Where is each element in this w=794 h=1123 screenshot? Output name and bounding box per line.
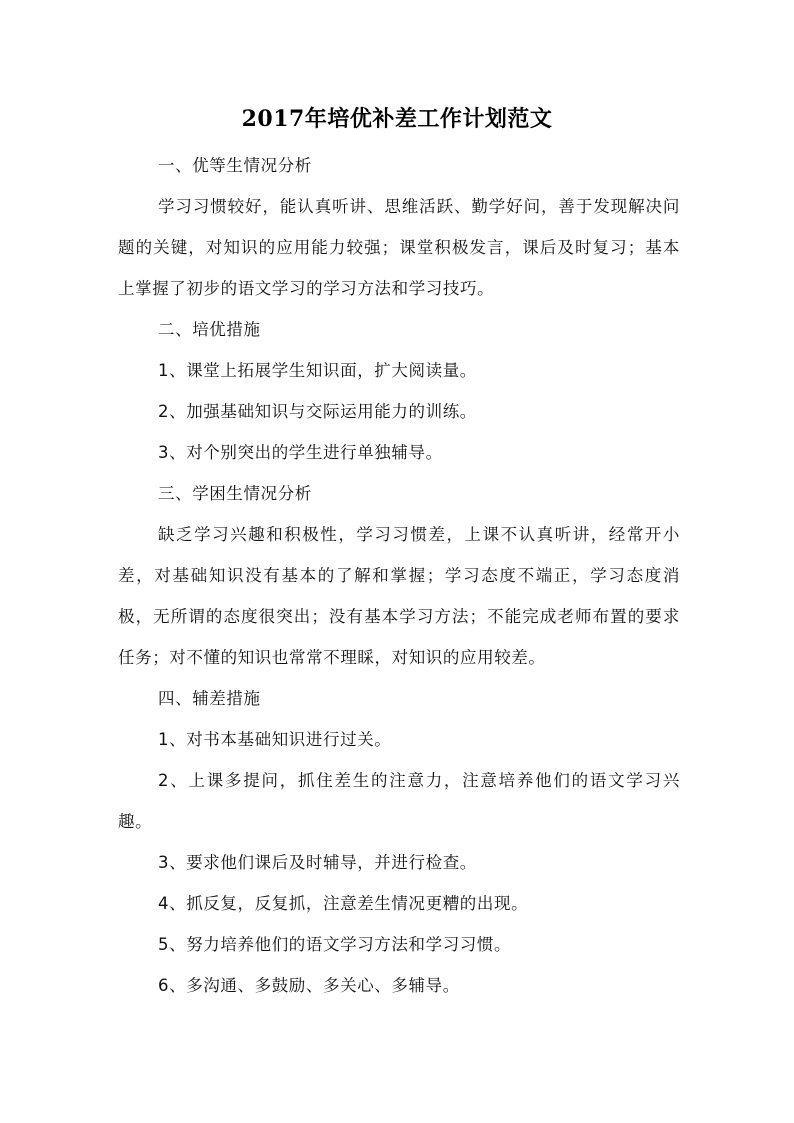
list-item-remedial-5: 5、努力培养他们的语文学习方法和学习习惯。 xyxy=(158,935,512,954)
list-item-advance-3: 3、对个别突出的学生进行单独辅导。 xyxy=(158,443,443,462)
section-heading-1: 一、优等生情况分析 xyxy=(158,156,312,175)
list-item-remedial-1: 1、对书本基础知识进行过关。 xyxy=(158,730,392,749)
list-item-remedial-6: 6、多沟通、多鼓励、多关心、多辅导。 xyxy=(158,976,460,995)
paragraph-struggling-students-analysis: 缺乏学习兴趣和积极性，学习习惯差，上课不认真听讲，经常开小差，对基础知识没有基本的了解和掌握；学习态度不端正，学习态度消极，无所谓的态度很突出；没有基本学习方法；不能完成老师布置的要求任务；对不懂的知识也常常不理睬，对知识的应用较差。 xyxy=(118,525,680,667)
section-heading-3: 三、学困生情况分析 xyxy=(158,484,312,503)
document-title: 2017年培优补差工作计划范文 xyxy=(241,106,553,132)
list-item-advance-2: 2、加强基础知识与交际运用能力的训练。 xyxy=(158,402,477,421)
section-heading-4: 四、辅差措施 xyxy=(158,689,261,708)
list-item-remedial-4: 4、抓反复，反复抓，注意差生情况更糟的出现。 xyxy=(158,894,529,913)
list-item-remedial-2: 2、上课多提问，抓住差生的注意力，注意培养他们的语文学习兴趣。 xyxy=(118,771,680,831)
list-item-advance-1: 1、课堂上拓展学生知识面，扩大阅读量。 xyxy=(158,361,477,380)
paragraph-top-students-analysis: 学习习惯较好，能认真听讲、思维活跃、勤学好问，善于发现解决问题的关键，对知识的应用能力较强；课堂积极发言，课后及时复习；基本上掌握了初步的语文学习的学习方法和学习技巧。 xyxy=(118,197,680,298)
list-item-remedial-3: 3、要求他们课后及时辅导，并进行检查。 xyxy=(158,853,477,872)
section-heading-2: 二、培优措施 xyxy=(158,320,261,339)
document-body xyxy=(118,145,680,1006)
